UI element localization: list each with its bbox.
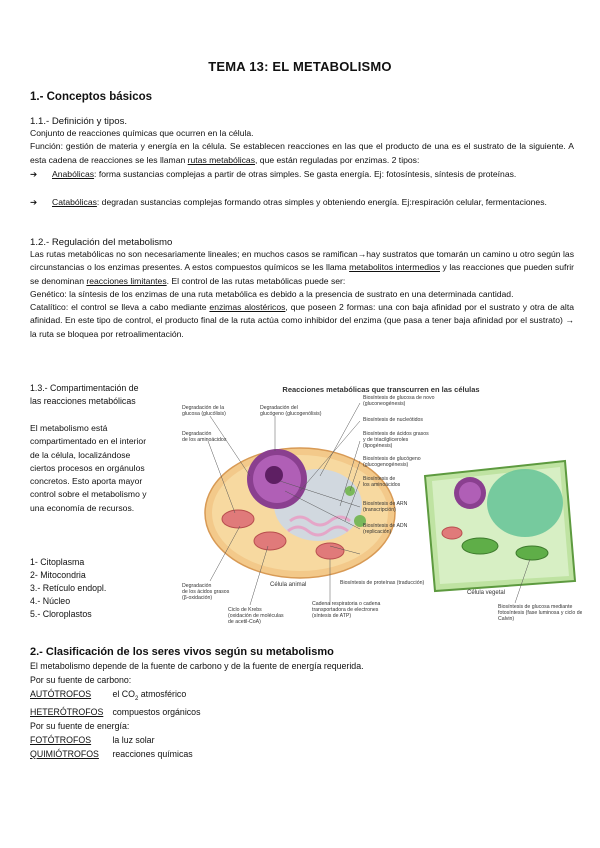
metabolic-reactions-figure [180, 381, 582, 637]
label-glycolysis: Degradación de la [182, 405, 225, 411]
svg-text:Biosíntesis de ARN(transcripci: Biosíntesis de ARN (transcripción) [363, 501, 408, 513]
svg-text:Biosíntesis de glucosa de novo: Biosíntesis de glucosa de novo (gluconeogénesis) [363, 395, 435, 407]
subsection-1-1-heading: 1.1.- Definición y tipos. [30, 116, 128, 127]
term-anabolicas: Anabólicas [52, 169, 95, 179]
label-lipogenesis: Biosíntesis de ácidos grasos [363, 431, 429, 437]
label-gluconeogenesis: Biosíntesis de glucosa de novo [363, 395, 435, 401]
label-amino-degradation: Degradación [182, 431, 212, 437]
label-respiratory-chain: Cadena respiratoria o cadena [312, 601, 381, 607]
figure-title: Reacciones metabólicas que transcurren en las células [282, 385, 480, 394]
label-transcription: Biosíntesis de ARN [363, 501, 408, 507]
list-item: 5.- Cloroplastos [30, 609, 92, 619]
bullet-anabolicas [30, 168, 574, 181]
regulation-text-a: Las rutas metabólicas no son necesariamente lineales; en muchos casos se ramifican→hay sustratos que tomarán un camino u otro según las circunstancias o los enzimas presentes. A estos compuestos químicos se les llama [30, 249, 574, 273]
subsection-1-3-heading: 1.3.- Compartimentación de las reacciones metabólicas [30, 383, 139, 407]
catalytic-text-b: , que poseen 2 formas: una con baja afinidad por el sustrato y otra de alta afinidad. En este tipo de control, el producto final de la ruta actúa como inhibidor del enzima (que pasa a tener baja afinidad por el sustrato) → la ruta se bloquea por retroalimentación. [30, 302, 575, 339]
regulation-paragraph [30, 248, 574, 341]
svg-text:Cadena respiratoria o cadenatr: Cadena respiratoria o cadena transportadora de electrones (síntesis de ATP) [312, 601, 381, 619]
label-amino-synthesis: Biosíntesis de [363, 476, 396, 482]
classification-block [30, 660, 364, 761]
term-heterotrofos: HETERÓTROFOS [30, 707, 104, 718]
svg-text:Biosíntesis de ácidos grasosy: Biosíntesis de ácidos grasos y de triacilgliceroles (lipogénesis) [363, 431, 429, 449]
term-metabolitos-intermedios: metabolitos intermedios [349, 262, 440, 273]
svg-text:Biosíntesis de ADN(replicación: Biosíntesis de ADN (replicación) [363, 523, 408, 535]
carbon-source-label: Por su fuente de carbono: [30, 674, 132, 685]
bullet-catabolicas [30, 196, 574, 209]
arrow-bullet-icon: ➔ [30, 197, 38, 207]
list-item: 4.- Núcleo [30, 596, 71, 606]
term-fototrofos: FOTÓTROFOS [30, 734, 92, 745]
label-beta-oxidation: Degradación [182, 583, 212, 589]
genetic-control-text: Genético: la síntesis de los enzimas de una ruta metabólica es debido a la presencia de sustrato en una determinada cantidad. [30, 288, 514, 299]
function-text-a: Función: gestión de materia y energía en la célula. Se establecen reacciones en las que el producto de una es el sustrato de la siguiente. A esta cadena de reacciones se les llaman [30, 141, 574, 165]
row-fototrofos [30, 734, 364, 748]
svg-text:Biosíntesis de glucógeno(gluco: Biosíntesis de glucógeno (glucogenogénesis) [363, 456, 421, 468]
svg-text:Ciclo de Krebs(oxidación de mo: Ciclo de Krebs (oxidación de moléculas de acetil-CoA) [228, 607, 284, 625]
svg-text:Biosíntesis delos aminoácidos: Biosíntesis de los aminoácidos [363, 476, 401, 488]
term-quimiotrofos: QUIMIÓTROFOS [30, 748, 99, 759]
list-item: 3.- Retículo endopl. [30, 583, 107, 593]
svg-text:Degradaciónde los ácidos graso: Degradación de los ácidos grasos (β-oxidación) [182, 583, 230, 601]
anabolicas-text: : forma sustancias complejas a partir de otras simples. Se gasta energía. Ej: fotosíntesis, síntesis de proteínas. [94, 169, 517, 179]
term-autotrofos: AUTÓTROFOS [30, 688, 92, 699]
term-catabolicas: Catabólicas [52, 197, 97, 207]
catabolicas-text: : degradan sustancias complejas formando otras simples y obteniendo energía. Ej:respiración celular, fermentaciones. [96, 197, 547, 207]
term-reacciones-limitantes: reacciones limitantes [86, 275, 167, 286]
energy-source-label: Por su fuente de energía: [30, 720, 130, 731]
co2-subscript: 2 [134, 695, 139, 702]
autotrofos-text-b: atmosférico [138, 688, 187, 699]
svg-text:Degradación delglucógeno (gluc: Degradación del glucógeno (glucogenólisis) [260, 405, 322, 417]
regulation-text-b: y las reacciones que pueden sufrir se denominan [30, 262, 575, 286]
fototrofos-text: la luz solar [112, 734, 155, 745]
compartment-paragraph: El metabolismo está compartimentado en el interior de la célula, localizándose ciertos procesos en orgánulos concretos. Esto aporta mayor control sobre el metabolismo y una economía de recursos. [30, 423, 147, 513]
term-rutas-metabolicas: rutas metabólicas [187, 154, 256, 165]
definition-line: Conjunto de reacciones químicas que ocurren en la célula. [30, 128, 254, 138]
section-1-heading: 1.- Conceptos básicos [30, 91, 153, 103]
label-translation: Biosíntesis de proteínas (traducción) [340, 580, 425, 586]
list-item: 1- Citoplasma [30, 557, 85, 567]
label-plant-cell: Célula vegetal [467, 590, 506, 596]
svg-text:Biosíntesis de glucosa mediant: Biosíntesis de glucosa mediante fotosíntesis (fase luminosa y ciclo de Calvin) [498, 604, 582, 622]
svg-text:Degradación de laglucosa (gluc: Degradación de la glucosa (glucólisis) [182, 405, 226, 417]
row-autotrofos [30, 688, 364, 707]
autotrofos-text-a: el CO [112, 688, 135, 699]
plant-cell-illustration [425, 461, 575, 591]
page-title: TEMA 13: EL METABOLISMO [208, 59, 392, 74]
regulation-text-c: . El control de las rutas metabólicas puede ser: [166, 275, 346, 286]
definition-paragraph [30, 127, 574, 167]
label-krebs-cycle: Ciclo de Krebs [228, 607, 262, 613]
label-replication: Biosíntesis de ADN [363, 523, 408, 529]
list-item: 2- Mitocondria [30, 570, 86, 580]
heterotrofos-text: compuestos orgánicos [112, 707, 201, 718]
label-glycogenogenesis: Biosíntesis de glucógeno [363, 456, 421, 462]
function-text-b: , que están reguladas por enzimas. 2 tipos: [255, 154, 420, 165]
classification-intro: El metabolismo depende de la fuente de carbono y de la fuente de energía requerida. [30, 661, 364, 671]
quimiotrofos-text: reacciones químicas [112, 748, 193, 759]
row-quimiotrofos [30, 748, 364, 762]
subsection-1-2-heading: 1.2.- Regulación del metabolismo [30, 237, 173, 248]
section-2-heading: 2.- Clasificación de los seres vivos según su metabolismo [30, 646, 334, 658]
arrow-bullet-icon: ➔ [30, 169, 38, 179]
label-glycogenolysis: Degradación del [260, 405, 298, 411]
label-animal-cell: Célula animal [270, 582, 307, 588]
svg-text:Degradaciónde los aminoácidos: Degradación de los aminoácidos [182, 431, 227, 443]
catalytic-text-a: Catalítico: el control se lleva a cabo mediante [30, 302, 210, 313]
label-photosynthesis: Biosíntesis de glucosa mediante [498, 604, 573, 610]
organelle-list [30, 556, 106, 621]
row-heterotrofos [30, 706, 364, 720]
label-nucleotides: Biosíntesis de nucleótidos [363, 417, 423, 423]
term-enzimas-alostericos: enzimas alostéricos [209, 302, 286, 313]
